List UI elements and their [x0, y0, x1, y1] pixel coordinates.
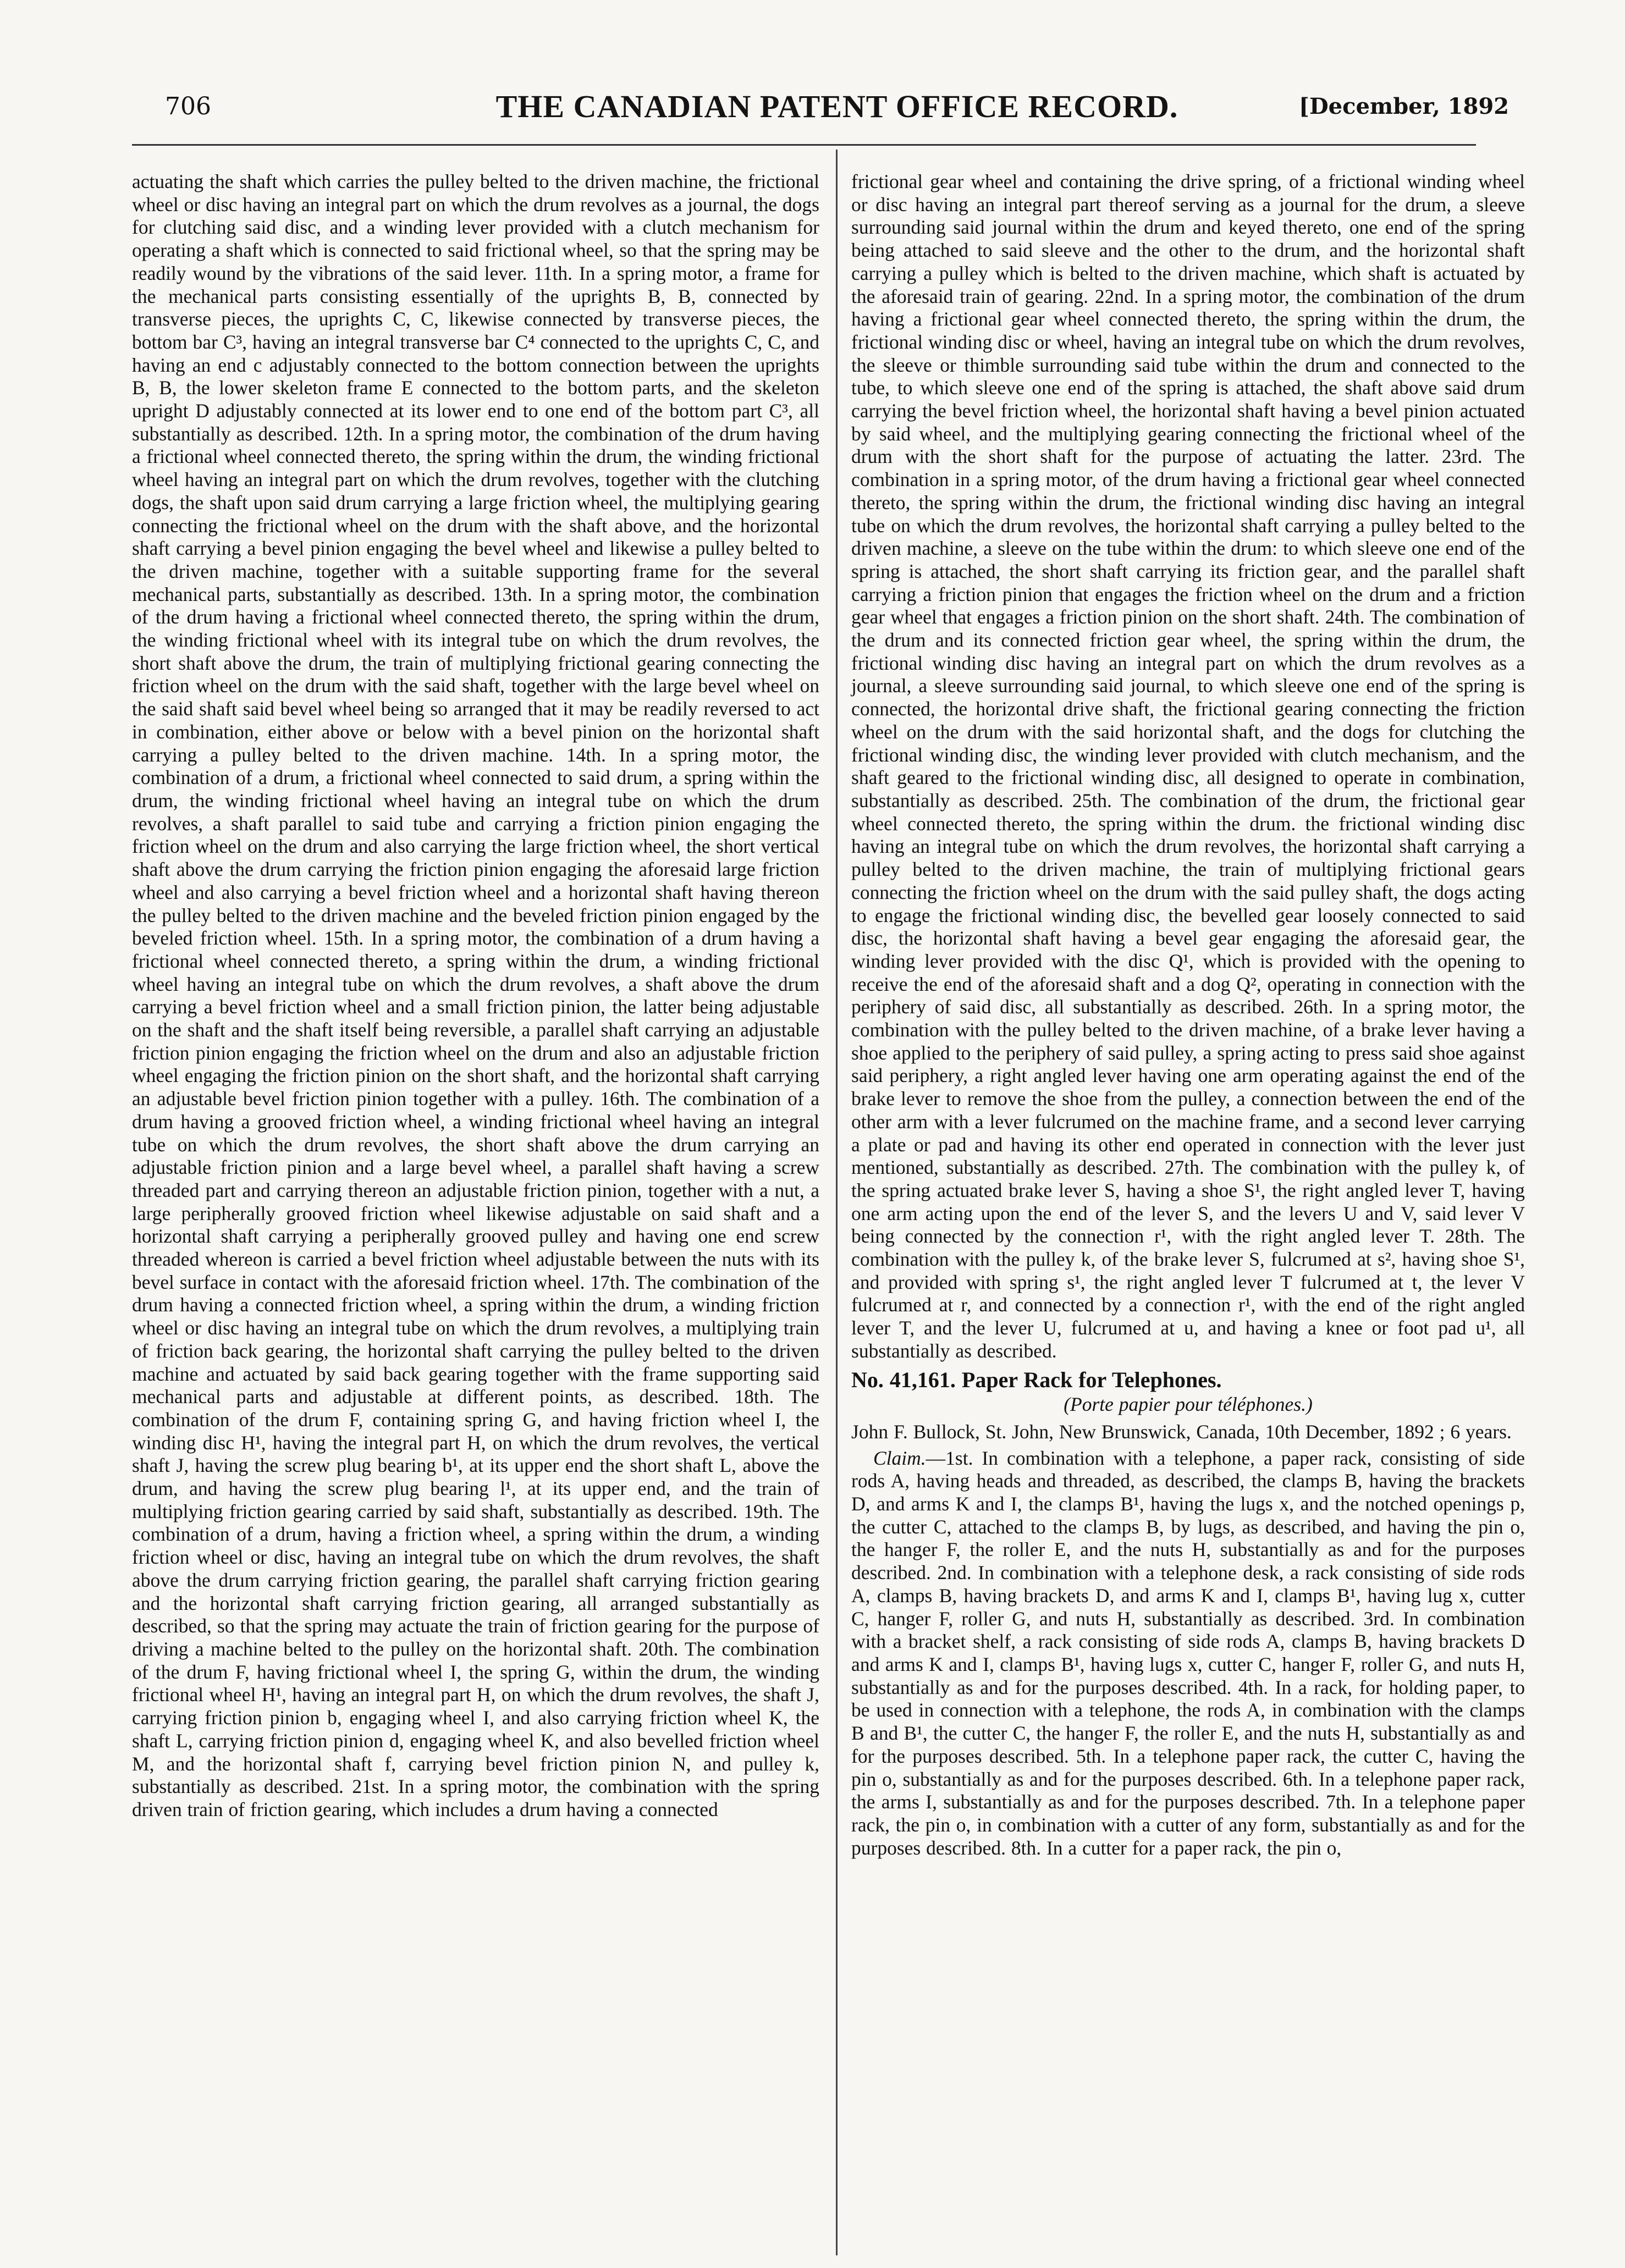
- patent-inventor: John F. Bullock, St. John, New Brunswick, Canada, 10th December, 1892 ; 6 years.: [851, 1420, 1512, 1443]
- page-number: 706: [165, 92, 211, 120]
- left-column: [132, 170, 819, 1822]
- column-divider: [836, 150, 838, 2255]
- page-header: [165, 88, 1509, 132]
- left-column-text: actuating the shaft which carries the pulley belted to the driven machine, the frictional wheel or disc having an integral part on which the drum revolves as a journal, the dogs for clutching said disc, and a winding lever provided with a clutch mechanism for operating a shaft which is connected to said frictional wheel, so that the spring may be readily wound by the vibrations of the said lever. 11th. In a spring motor, a frame for the mechanical parts consisting essentially of the uprights B, B, connected by transverse pieces, the uprights C, C, likewise connected by transverse pieces, the bottom bar C³, having an integral transverse bar C⁴ connected to the uprights C, C, and having an end c adjustably connected to the bottom connection between the uprights B, B, the lower skeleton frame E connected to the bottom parts, and the skeleton upright D adjustably connected at its lower end to one end of the bottom part C³, all substantially as described. 12th. In a spring motor, the combination of the drum having a frictional wheel connected thereto, the spring within the drum, the winding frictional wheel having an integral part on which the drum revolves, together with the clutching dogs, the shaft upon said drum carrying a large friction wheel, the multiplying gearing connecting the frictional wheel on the drum with the shaft above, and the horizontal shaft carrying a bevel pinion engaging the bevel wheel and likewise a pulley belted to the driven machine, together with a suitable supporting frame for the several mechanical parts, substantially as described. 13th. In a spring motor, the combination of the drum having a frictional wheel connected thereto, the spring within the drum, the winding frictional wheel with its integral tube on which the drum revolves, the short shaft above the drum, the train of multiplying frictional gearing connecting the friction wheel on the drum with the said shaft, together with the large bevel wheel on the said shaft said bevel wheel being so arranged that it may be readily reversed to act in combination, either above or below with a bevel pinion on the horizontal shaft carrying a pulley belted to the driven machine. 14th. In a spring motor, the combination of a drum, a frictional wheel connected to said drum, a spring within the drum, the winding frictional wheel having an integral tube on which the drum revolves, a shaft parallel to said tube and carrying a friction pinion engaging the friction wheel on the drum and also carrying the large friction wheel, the short vertical shaft above the drum carrying the friction pinion engaging the aforesaid large friction wheel and also carrying a bevel friction wheel and a horizontal shaft having thereon the pulley belted to the driven machine and the beveled friction pinion engaged by the beveled friction wheel. 15th. In a spring motor, the combination of a drum having a frictional wheel connected thereto, a spring within the drum, a winding frictional wheel having an integral tube on which the drum revolves, a shaft above the drum carrying a bevel friction wheel and a small friction pinion, the latter being adjustable on the shaft and the shaft itself being reversible, a parallel shaft carrying an adjustable friction pinion engaging the friction wheel on the drum and also an adjustable friction wheel engaging the friction pinion on the short shaft, and the horizontal shaft carrying an adjustable bevel friction pinion together with a pulley. 16th. The combination of a drum having a grooved friction wheel, a winding frictional wheel having an integral tube on which the drum revolves, the short shaft above the drum carrying an adjustable friction pinion and a large bevel wheel, a parallel shaft having a screw threaded part and carrying thereon an adjustable friction pinion, together with a nut, a large peripherally grooved friction wheel likewise adjustable on said shaft and a horizontal shaft carrying a peripherally grooved pulley and having one end screw threaded whereon is carried a bevel friction wheel adjustable between the nuts with its bevel surface in contact with the aforesaid friction wheel. 17th. The combination of the drum having a connected friction wheel, a spring within the drum, a winding friction wheel or disc having an integral tube on which the drum revolves, a multiplying train of friction back gearing, the horizontal shaft carrying the pulley belted to the driven machine and actuated by said back gearing together with the frame supporting said mechanical parts and adjustable at different points, as described. 18th. The combination of the drum F, containing spring G, and having friction wheel I, the winding disc H¹, having the integral part H, on which the drum revolves, the vertical shaft J, having the screw plug bearing b¹, at its upper end the short shaft L, above the drum, and having the screw plug bearing l¹, at its upper end, and the train of multiplying friction gearing carried by said shaft, substantially as described. 19th. The combination of a drum, having a friction wheel, a spring within the drum, a winding friction wheel or disc, having an integral tube on which the drum revolves, the shaft above the drum carrying friction gearing, the parallel shaft carrying friction gearing and the horizontal shaft carrying friction gearing, all arranged substantially as described, so that the spring may actuate the train of friction gearing for the purpose of driving a machine belted to the pulley on the horizontal shaft. 20th. The combination of the drum F, having frictional wheel I, the spring G, within the drum, the winding frictional wheel H¹, having an integral part H, on which the drum revolves, the shaft J, carrying friction pinion b, engaging wheel I, and also carrying friction wheel K, the shaft L, carrying friction pinion d, engaging wheel K, and also bevelled friction wheel M, and the horizontal shaft f, carrying bevel friction pinion N, and pulley k, substantially as described. 21st. In a spring motor, the combination with the spring driven train of friction gearing, which includes a drum having a connected: [132, 170, 819, 1820]
- right-column-text: frictional gear wheel and containing the drive spring, of a frictional winding wheel or disc having an integral part thereof serving as a journal for the drum, a sleeve surrounding said journal within the drum and keyed thereto, one end of the spring being attached to said sleeve and the other to the drum, and the horizontal shaft carrying a pulley which is belted to the driven machine, which shaft is actuated by the aforesaid train of gearing. 22nd. In a spring motor, the combination of the drum having a frictional gear wheel connected thereto, the spring within the drum, the frictional winding disc or wheel, having an integral tube on which the drum revolves, the sleeve or thimble surrounding said tube within the drum and connected to the tube, to which sleeve one end of the spring is attached, the shaft above said drum carrying the bevel friction wheel, the horizontal shaft having a bevel pinion actuated by said wheel, and the multiplying gearing connecting the frictional wheel of the drum with the short shaft for the purpose of actuating the latter. 23rd. The combination in a spring motor, of the drum having a frictional gear wheel connected thereto, the spring within the drum, the frictional winding disc having an integral tube on which the drum revolves, the horizontal shaft carrying a pulley belted to the driven machine, a sleeve on the tube within the drum: to which sleeve one end of the spring is attached, the short shaft carrying its friction gear, and the parallel shaft carrying a friction pinion that engages the friction wheel on the drum and a friction gear wheel that engages a friction pinion on the short shaft. 24th. The combination of the drum and its connected friction gear wheel, the spring within the drum, the frictional winding disc having an integral part on which the drum revolves as a journal, a sleeve surrounding said journal, to which sleeve one end of the spring is connected, the horizontal drive shaft, the frictional gearing connecting the friction wheel on the drum with the said horizontal shaft, and the dogs for clutching the frictional winding disc, the winding lever provided with clutch mechanism, and the shaft geared to the frictional winding disc, all designed to operate in combination, substantially as described. 25th. The combination of the drum, the frictional gear wheel connected thereto, the spring within the drum. the frictional winding disc having an integral tube on which the drum revolves, the horizontal shaft carrying a pulley belted to the driven machine, the train of multiplying frictional gears connecting the friction wheel on the drum with the said pulley shaft, the dogs acting to engage the frictional winding disc, the bevelled gear loosely connected to said disc, the horizontal shaft having a bevel gear engaging the aforesaid gear, the winding lever provided with the disc Q¹, which is provided with the opening to receive the end of the aforesaid shaft and a dog Q², operating in connection with the periphery of said disc, all substantially as described. 26th. In a spring motor, the combination with the pulley belted to the driven machine, of a brake lever having a shoe applied to the periphery of said pulley, a spring acting to press said shoe against said periphery, a right angled lever having one arm operating against the end of the brake lever to remove the shoe from the pulley, a connection between the end of the other arm with a lever fulcrumed on the machine frame, and a second lever carrying a plate or pad and having its other end operated in connection with the lever just mentioned, substantially as described. 27th. The combination with the pulley k, of the spring actuated brake lever S, having a shoe S¹, the right angled lever T, having one arm acting upon the end of the lever S, and the levers U and V, said lever V being connected by the connection r¹, with the right angled lever T. 28th. The combination with the pulley k, of the brake lever S, fulcrumed at s², having shoe S¹, and provided with spring s¹, the right angled lever T fulcrumed at t, the lever V fulcrumed at r, and connected by a connection r¹, with the end of the right angled lever T, and the lever U, fulcrumed at u, and having a knee or foot pad u¹, all substantially as described.: [851, 170, 1525, 1362]
- claims-text: —1st. In combination with a telephone, a paper rack, consisting of side rods A, having heads and threaded, as described, the clamps B, having the brackets D, and arms K and I, the clamps B¹, having the lugs x, and the notched openings p, the cutter C, attached to the clamps B, by lugs, as described, and having the pin o, the hanger F, the roller E, and the nuts H, substantially as and for the purposes described. 2nd. In combination with a telephone desk, a rack consisting of side rods A, clamps B, having brackets D, and arms K and I, clamps B¹, having lug x, cutter C, hanger F, roller G, and nuts H, substantially as described. 3rd. In combination with a bracket shelf, a rack consisting of side rods A, clamps B, having brackets D and arms K and I, clamps B¹, having lugs x, cutter C, hanger F, roller G, and nuts H, substantially as and for the purposes described. 4th. In a rack, for holding paper, to be used in connection with a telephone, the rods A, in combination with the clamps B and B¹, the cutter C, the hanger F, the roller E, and the nuts H, substantially as and for the purposes described. 5th. In a telephone paper rack, the cutter C, having the pin o, substantially as and for the purposes described. 6th. In a telephone paper rack, the arms I, substantially as and for the purposes described. 7th. In a telephone paper rack, the pin o, in combination with a cutter of any form, substantially as and for the purposes described. 8th. In a cutter for a paper rack, the pin o,: [851, 1447, 1525, 1859]
- right-column: [851, 170, 1525, 1859]
- patent-heading: No. 41,161. Paper Rack for Telephones.: [851, 1367, 1222, 1392]
- patent-french-title: (Porte papier pour téléphones.): [1064, 1393, 1313, 1416]
- patent-claims: [851, 1447, 1525, 1860]
- header-rule: [132, 144, 1476, 146]
- journal-title: THE CANADIAN PATENT OFFICE RECORD.: [495, 89, 1178, 124]
- claim-label: Claim.: [873, 1447, 926, 1469]
- issue-date: [December, 1892: [1299, 93, 1509, 119]
